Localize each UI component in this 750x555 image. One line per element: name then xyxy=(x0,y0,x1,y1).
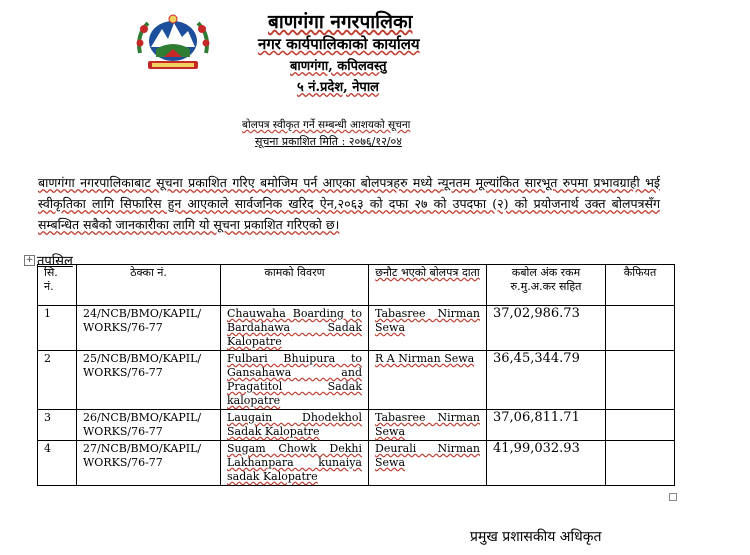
office-location: बाणगंगा, कपिलवस्तु xyxy=(290,59,387,74)
signature-title: प्रमुख प्रशासकीय अधिकृत xyxy=(470,529,602,545)
table-row xyxy=(38,351,675,410)
table-move-handle-icon[interactable]: + xyxy=(25,255,34,265)
header-remarks: कैफियत xyxy=(606,265,675,306)
publication-date: सूचना प्रकाशित मिति : २०७६/१२/०४ xyxy=(255,135,402,148)
header-selected-bidder: छनौट भएको बोलपत्र दाता xyxy=(369,265,487,306)
cell-sn: 3 xyxy=(38,410,77,441)
cell-bid-amount: 36,45,344.79 xyxy=(487,351,606,410)
office-name: नगर कार्यपालिकाको कार्यालय xyxy=(258,35,420,53)
cell-work-description: Fulbari Bhuipura to Gansahawa and Pragatitol Sadak kalopatre xyxy=(221,351,369,410)
cell-remarks xyxy=(606,441,675,486)
cell-selected-bidder: Tabasree Nirman Sewa xyxy=(369,306,487,351)
table-row xyxy=(38,306,675,351)
cell-remarks xyxy=(606,410,675,441)
cell-contract-no: 25/NCB/BMO/KAPIL/ WORKS/76-77 xyxy=(77,351,221,410)
municipality-name: बाणगंगा नगरपालिका xyxy=(268,11,413,33)
cell-work-description: Laugain Dhodekhol Sadak Kalopatre xyxy=(221,410,369,441)
cell-work-description: Chauwaha Boarding to Bardahawa Sadak Kalopatre xyxy=(221,306,369,351)
cell-sn: 2 xyxy=(38,351,77,410)
table-resize-handle-icon[interactable] xyxy=(669,493,677,501)
cell-bid-amount: 37,06,811.71 xyxy=(487,410,606,441)
province-country: ५ नं.प्रदेश, नेपाल xyxy=(297,80,379,95)
header-work-description: कामको विवरण xyxy=(221,265,369,306)
notice-body: बाणगंगा नगरपालिकाबाट सूचना प्रकाशित गरिए बमोजिम पर्न आएका बोलपत्रहरु मध्ये न्यूनतम मूल्यांकित सारभूत रुपमा प्रभावग्राही भई स्वीकृतिका लागि सिफारिस हुन आएकाले सार्वजनिक खरिद ऐन,२०६३ को दफा २७ को उपदफा (२) को प्रयोजनार्थ उक्त बोलपत्रसँग सम्बन्धित सबैको जानकारीका लागि यो सूचना प्रकाशित गरिएको छ। xyxy=(38,175,660,232)
bid-table xyxy=(37,264,675,486)
cell-sn: 4 xyxy=(38,441,77,486)
cell-contract-no: 27/NCB/BMO/KAPIL/ WORKS/76-77 xyxy=(77,441,221,486)
cell-selected-bidder: R A Nirman Sewa xyxy=(369,351,487,410)
cell-contract-no: 26/NCB/BMO/KAPIL/ WORKS/76-77 xyxy=(77,410,221,441)
cell-bid-amount: 41,99,032.93 xyxy=(487,441,606,486)
header-sn: सि. नं. xyxy=(38,265,77,306)
cell-sn: 1 xyxy=(38,306,77,351)
table-row xyxy=(38,441,675,486)
cell-work-description: Sugam Chowk Dekhi Lakhanpara kunaiya sadak Kalopatre xyxy=(221,441,369,486)
cell-contract-no: 24/NCB/BMO/KAPIL/ WORKS/76-77 xyxy=(77,306,221,351)
header-bid-amount: कबोल अंक रकम रु.मु.अ.कर सहित xyxy=(487,265,606,306)
nepal-emblem-logo xyxy=(134,13,212,75)
table-row xyxy=(38,410,675,441)
table-title: तपसिल xyxy=(37,254,73,269)
header-contract-no: ठेक्का नं. xyxy=(77,265,221,306)
table-header-row xyxy=(38,265,675,306)
notice-subject: बोलपत्र स्वीकृत गर्ने सम्बन्धी आशयको सूचना xyxy=(242,119,411,131)
cell-remarks xyxy=(606,351,675,410)
cell-selected-bidder: Tabasree Nirman Sewa xyxy=(369,410,487,441)
cell-bid-amount: 37,02,986.73 xyxy=(487,306,606,351)
cell-remarks xyxy=(606,306,675,351)
cell-selected-bidder: Deurali Nirman Sewa xyxy=(369,441,487,486)
